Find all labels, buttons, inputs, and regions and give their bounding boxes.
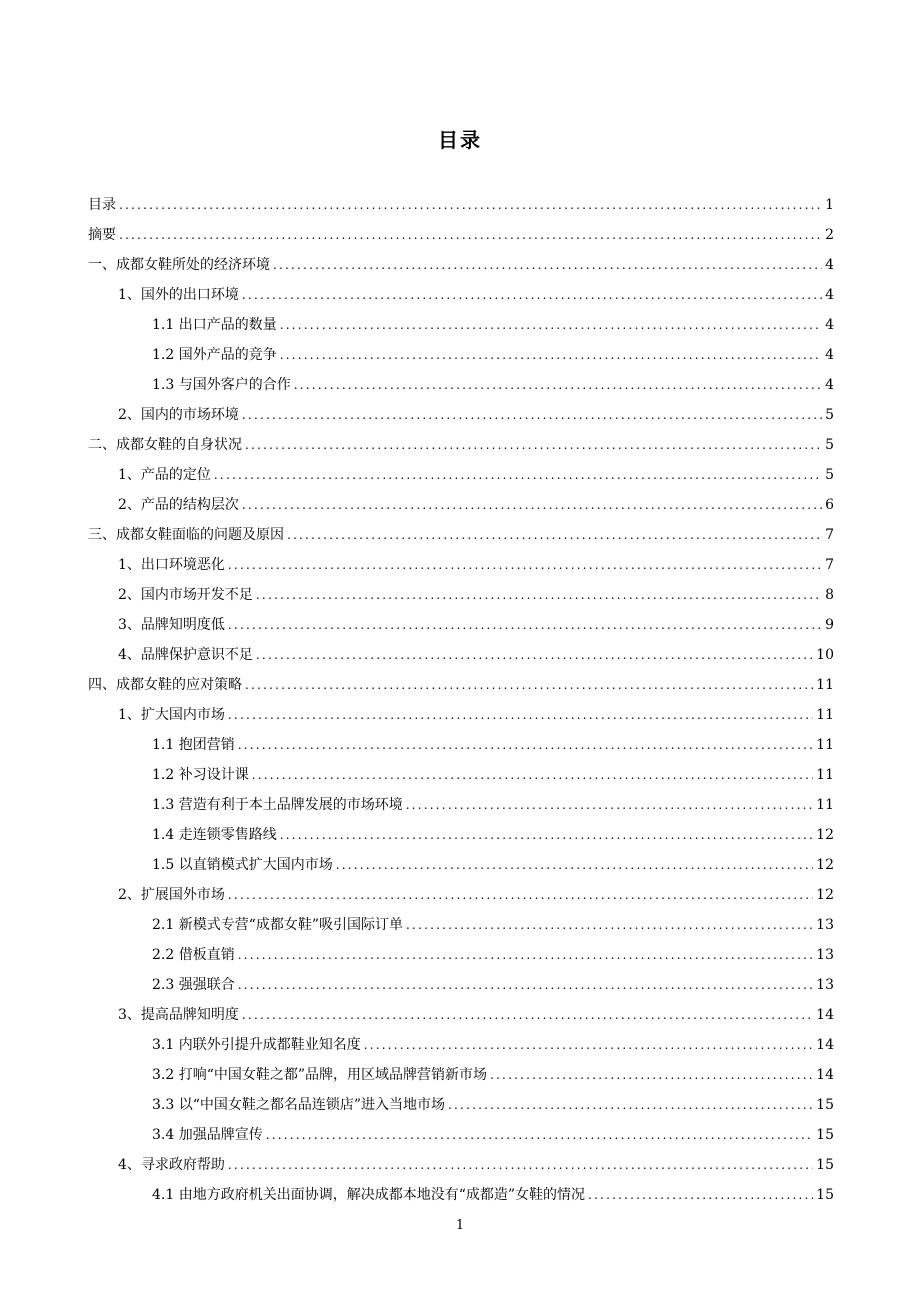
toc-entry-title: 三、成都女鞋面临的问题及原因	[88, 527, 284, 543]
dot-leader	[228, 700, 813, 730]
toc-entry-page: 13	[816, 917, 834, 933]
toc-entry[interactable]	[88, 820, 834, 850]
toc-entry-title: 2、产品的结构层次	[118, 497, 239, 513]
dot-leader	[448, 1090, 813, 1120]
dot-leader	[280, 310, 822, 340]
toc-entry-title: 1.1 抱团营销	[152, 737, 235, 753]
table-of-contents	[88, 190, 834, 1210]
toc-entry-page: 10	[816, 647, 834, 663]
toc-entry-title: 2、国内市场开发不足	[118, 587, 253, 603]
toc-entry-title: 2、扩展国外市场	[118, 887, 225, 903]
toc-entry-title: 1、出口环境恶化	[118, 557, 225, 573]
toc-entry[interactable]	[88, 940, 834, 970]
toc-entry[interactable]	[88, 250, 834, 280]
toc-entry[interactable]	[88, 190, 834, 220]
dot-leader	[228, 550, 822, 580]
dot-leader	[406, 790, 813, 820]
toc-entry-title: 1、国外的出口环境	[118, 287, 239, 303]
toc-entry[interactable]	[88, 1090, 834, 1120]
toc-entry-title: 2.2 借板直销	[152, 947, 235, 963]
dot-leader	[273, 250, 822, 280]
toc-entry-title: 目录	[88, 197, 116, 213]
toc-entry[interactable]	[88, 1120, 834, 1150]
toc-entry-title: 1.3 营造有利于本土品牌发展的市场环境	[152, 797, 403, 813]
dot-leader	[266, 1120, 813, 1150]
toc-entry-page: 15	[816, 1157, 834, 1173]
toc-entry-title: 1.5 以直销模式扩大国内市场	[152, 857, 333, 873]
dot-leader	[119, 220, 822, 250]
toc-entry[interactable]	[88, 280, 834, 310]
toc-entry-title: 1.2 国外产品的竞争	[152, 347, 277, 363]
toc-entry[interactable]	[88, 850, 834, 880]
toc-entry[interactable]	[88, 1150, 834, 1180]
toc-entry-title: 4.1 由地方政府机关出面协调，解决成都本地没有“成都造”女鞋的情况	[152, 1187, 586, 1203]
dot-leader	[245, 430, 822, 460]
toc-entry[interactable]	[88, 670, 834, 700]
toc-entry-title: 3、提高品牌知明度	[118, 1007, 239, 1023]
toc-entry-page: 13	[816, 947, 834, 963]
toc-entry[interactable]	[88, 700, 834, 730]
toc-entry[interactable]	[88, 220, 834, 250]
toc-entry-title: 3.1 内联外引提升成都鞋业知名度	[152, 1037, 361, 1053]
toc-entry-title: 二、成都女鞋的自身状况	[88, 437, 242, 453]
toc-entry-page: 11	[816, 767, 834, 783]
toc-entry[interactable]	[88, 550, 834, 580]
toc-entry-page: 7	[825, 557, 834, 573]
toc-entry[interactable]	[88, 520, 834, 550]
toc-entry-title: 1、产品的定位	[118, 467, 211, 483]
dot-leader	[238, 970, 813, 1000]
toc-entry-page: 14	[816, 1007, 834, 1023]
dot-leader	[228, 880, 813, 910]
toc-entry-page: 1	[825, 197, 834, 213]
toc-entry-page: 12	[816, 887, 834, 903]
toc-entry-page: 14	[816, 1037, 834, 1053]
toc-entry-page: 14	[816, 1067, 834, 1083]
toc-entry-page: 6	[825, 497, 834, 513]
toc-entry[interactable]	[88, 910, 834, 940]
toc-entry[interactable]	[88, 340, 834, 370]
toc-entry[interactable]	[88, 730, 834, 760]
toc-entry-title: 2.1 新模式专营“成都女鞋”吸引国际订单	[152, 917, 404, 933]
dot-leader	[238, 730, 813, 760]
dot-leader	[119, 190, 822, 220]
dot-leader	[228, 1150, 813, 1180]
toc-entry-page: 11	[816, 677, 834, 693]
toc-entry-page: 9	[825, 617, 834, 633]
toc-entry[interactable]	[88, 580, 834, 610]
toc-entry-title: 1、扩大国内市场	[118, 707, 225, 723]
dot-leader	[406, 910, 813, 940]
toc-entry[interactable]	[88, 460, 834, 490]
toc-entry[interactable]	[88, 400, 834, 430]
toc-entry-title: 3.4 加强品牌宣传	[152, 1127, 263, 1143]
dot-leader	[242, 400, 822, 430]
dot-leader	[336, 850, 813, 880]
toc-entry-title: 1.4 走连锁零售路线	[152, 827, 277, 843]
toc-entry-page: 11	[816, 737, 834, 753]
toc-entry[interactable]	[88, 490, 834, 520]
toc-entry-title: 3.2 打响“中国女鞋之都”品牌，用区域品牌营销新市场	[152, 1067, 488, 1083]
toc-entry[interactable]	[88, 640, 834, 670]
toc-entry[interactable]	[88, 1060, 834, 1090]
toc-entry-title: 1.3 与国外客户的合作	[152, 377, 291, 393]
dot-leader	[214, 460, 822, 490]
dot-leader	[242, 280, 822, 310]
toc-entry[interactable]	[88, 430, 834, 460]
toc-entry-title: 四、成都女鞋的应对策略	[88, 677, 242, 693]
dot-leader	[238, 940, 813, 970]
toc-entry[interactable]	[88, 790, 834, 820]
toc-entry[interactable]	[88, 1000, 834, 1030]
dot-leader	[588, 1180, 813, 1210]
toc-entry-page: 12	[816, 857, 834, 873]
toc-entry-page: 4	[825, 377, 834, 393]
toc-entry-title: 1.2 补习设计课	[152, 767, 249, 783]
dot-leader	[256, 640, 813, 670]
dot-leader	[242, 1000, 813, 1030]
dot-leader	[245, 670, 813, 700]
toc-entry-title: 3.3 以“中国女鞋之都名品连锁店”进入当地市场	[152, 1097, 446, 1113]
toc-entry-page: 15	[816, 1187, 834, 1203]
toc-entry-title: 3、品牌知明度低	[118, 617, 225, 633]
toc-entry[interactable]	[88, 760, 834, 790]
toc-entry[interactable]	[88, 370, 834, 400]
toc-entry-title: 2.3 强强联合	[152, 977, 235, 993]
dot-leader	[490, 1060, 813, 1090]
toc-entry-page: 8	[825, 587, 834, 603]
toc-entry[interactable]	[88, 880, 834, 910]
dot-leader	[256, 580, 822, 610]
toc-entry-title: 4、品牌保护意识不足	[118, 647, 253, 663]
toc-entry-title: 1.1 出口产品的数量	[152, 317, 277, 333]
dot-leader	[364, 1030, 813, 1060]
dot-leader	[287, 520, 822, 550]
toc-entry-page: 4	[825, 317, 834, 333]
dot-leader	[280, 340, 822, 370]
toc-entry-page: 11	[816, 707, 834, 723]
page-number: 1	[455, 1218, 465, 1233]
toc-entry-title: 2、国内的市场环境	[118, 407, 239, 423]
toc-entry[interactable]	[88, 310, 834, 340]
toc-entry-page: 11	[816, 797, 834, 813]
toc-entry-page: 13	[816, 977, 834, 993]
toc-entry-page: 5	[825, 437, 834, 453]
dot-leader	[228, 610, 822, 640]
toc-entry-page: 4	[825, 287, 834, 303]
toc-entry-page: 15	[816, 1097, 834, 1113]
toc-entry[interactable]	[88, 1180, 834, 1210]
toc-entry-page: 4	[825, 347, 834, 363]
toc-entry-title: 4、寻求政府帮助	[118, 1157, 225, 1173]
toc-entry-page: 5	[825, 407, 834, 423]
toc-entry-page: 4	[825, 257, 834, 273]
toc-entry-page: 15	[816, 1127, 834, 1143]
toc-entry-title: 一、成都女鞋所处的经济环境	[88, 257, 270, 273]
dot-leader	[280, 820, 813, 850]
toc-entry-page: 7	[825, 527, 834, 543]
toc-entry[interactable]	[88, 610, 834, 640]
dot-leader	[294, 370, 822, 400]
toc-entry[interactable]	[88, 1030, 834, 1060]
toc-entry[interactable]	[88, 970, 834, 1000]
dot-leader	[252, 760, 813, 790]
dot-leader	[242, 490, 822, 520]
toc-entry-page: 2	[825, 227, 834, 243]
toc-entry-page: 5	[825, 467, 834, 483]
page-title: 目录	[438, 128, 482, 152]
toc-entry-title: 摘要	[88, 227, 116, 243]
toc-entry-page: 12	[816, 827, 834, 843]
